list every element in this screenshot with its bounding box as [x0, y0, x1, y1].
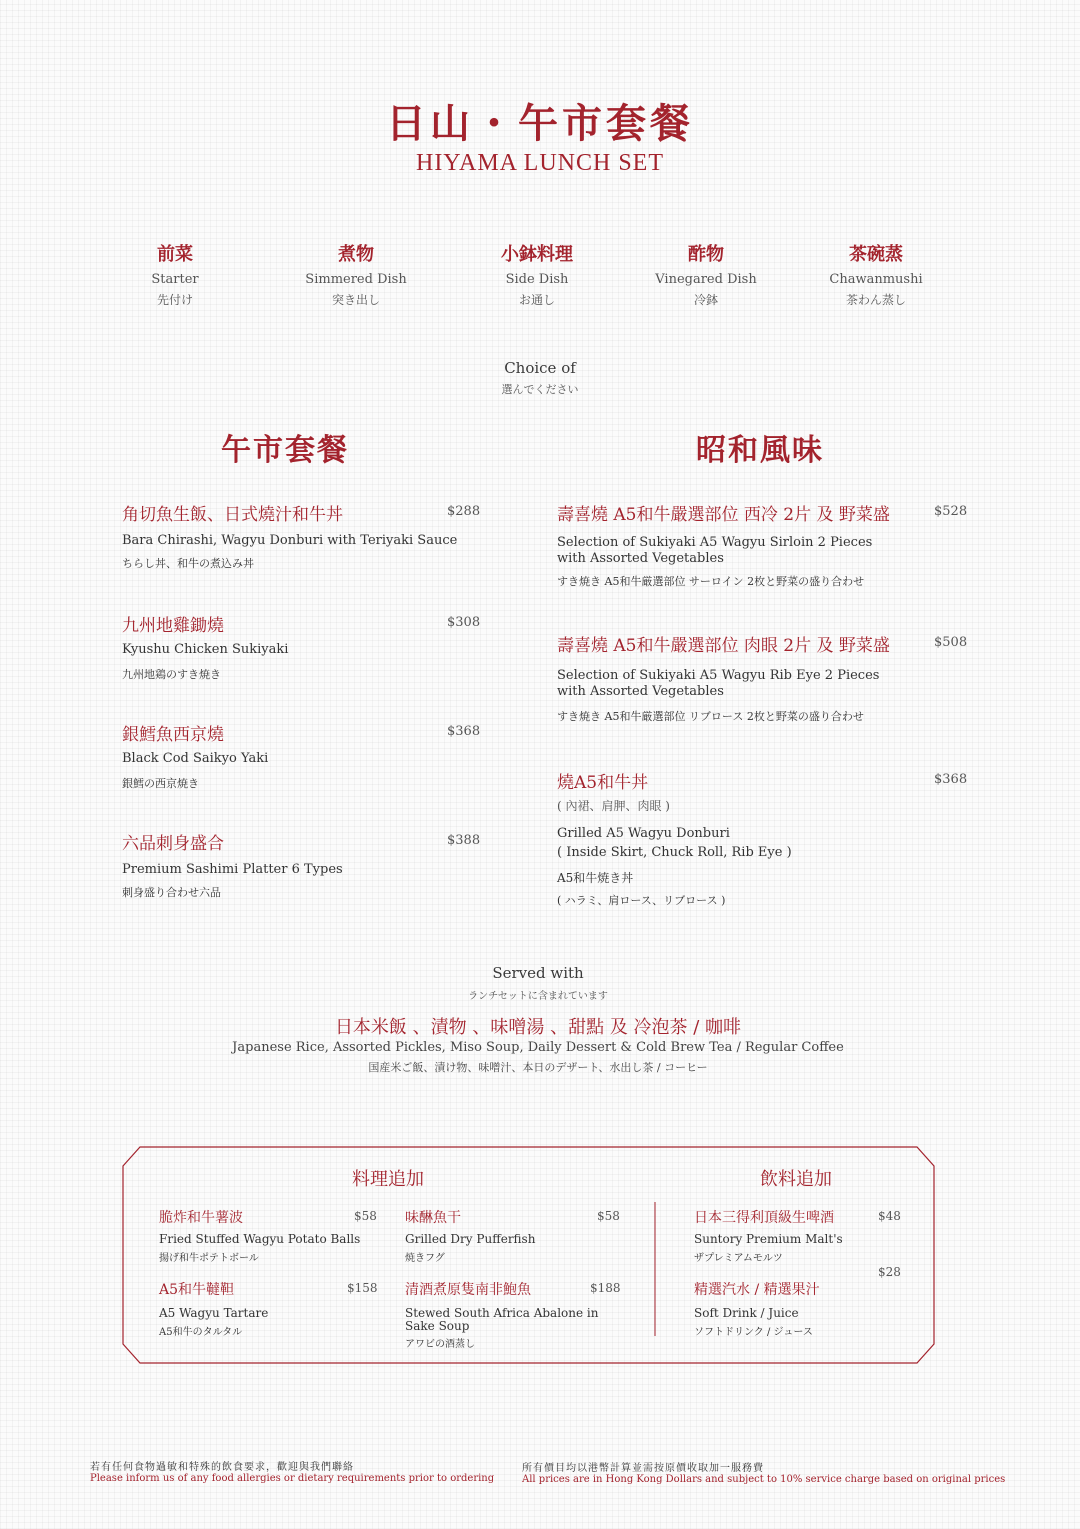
item-japanese: 銀鱈の西京焼き [122, 777, 199, 790]
item-name: 燒A5和牛丼 [557, 773, 649, 793]
drink-addon-heading: 飲料追加 [760, 1169, 832, 1190]
item-name: 味醂魚干 [405, 1210, 461, 1226]
item-japanese: すき焼き A5和牛厳選部位 リブロース 2枚と野菜の盛り合わせ [557, 710, 864, 723]
item-price: $288 [447, 504, 481, 519]
food-addon-heading: 料理追加 [352, 1169, 424, 1190]
course-japanese: お通し [518, 293, 555, 307]
item-name: 壽喜燒 A5和牛嚴選部位 西冷 2片 及 野菜盛 [557, 505, 890, 525]
item-english: Fried Stuffed Wagyu Potato Balls [159, 1232, 361, 1246]
addon-drink [694, 1279, 904, 1338]
item-english: Suntory Premium Malt's [694, 1232, 843, 1246]
menu-item [557, 768, 977, 908]
item-english: Bara Chirashi, Wagyu Donburi with Teriyaki Sauce [122, 533, 458, 548]
item-price: $58 [354, 1209, 377, 1223]
menu-item [122, 611, 482, 682]
menu-item [122, 500, 482, 571]
course-english: Simmered Dish [305, 272, 407, 287]
item-english: Stewed South Africa Abalone in Sake Soup [405, 1306, 599, 1333]
item-price: $58 [597, 1209, 620, 1223]
item-price: $48 [878, 1209, 901, 1223]
course-english: Vinegared Dish [655, 272, 757, 287]
item-name: A5和牛韃靼 [159, 1282, 235, 1298]
item-english: Soft Drink / Juice [694, 1306, 799, 1320]
item-english: Selection of Sukiyaki A5 Wagyu Sirloin 2 Pieces with Assorted Vegetables [557, 535, 873, 566]
served-with-japanese: ランチセットに含まれています [468, 991, 608, 1002]
course-japanese: 先付け [156, 293, 193, 307]
menu-item [122, 829, 482, 900]
item-japanese: アワビの酒蒸し [405, 1339, 475, 1350]
page-title-chinese: 日山・午市套餐 [386, 100, 694, 147]
course-english: Starter [151, 272, 199, 287]
item-name: 九州地雞鋤燒 [122, 616, 224, 636]
served-with-label: Served with [492, 964, 584, 982]
item-english: Grilled A5 Wagyu Donburi [557, 826, 730, 841]
item-japanese: 九州地鶏のすき焼き [122, 668, 221, 681]
showa-flavor-heading: 昭和風味 [696, 433, 824, 468]
addon-item [159, 1279, 379, 1338]
course-english: Chawanmushi [829, 272, 923, 287]
item-english: Black Cod Saikyo Yaki [122, 751, 269, 766]
item-english: Kyushu Chicken Sukiyaki [122, 642, 289, 657]
course-name: 茶碗蒸 [849, 244, 903, 265]
item-name: 清酒煮原隻南非鮑魚 [405, 1282, 531, 1298]
item-name: 精選汽水 / 精選果汁 [694, 1282, 820, 1298]
course-japanese: 茶わん蒸し [845, 293, 906, 307]
served-items-japanese: 国産米ご飯、漬け物、味噌汁、本日のデザート、水出し茶 / コーヒー [368, 1061, 708, 1074]
item-japanese: ちらし丼、和牛の煮込み丼 [122, 557, 254, 570]
item-japanese: ソフトドリンク / ジュース [694, 1327, 813, 1338]
item-price: $508 [934, 635, 968, 650]
item-name: 銀鱈魚西京燒 [122, 725, 224, 745]
course-english: Side Dish [505, 272, 569, 287]
item-price: $528 [934, 504, 968, 519]
addon-drink [694, 1207, 904, 1264]
item-price: $158 [347, 1281, 378, 1295]
addon-item [405, 1279, 625, 1350]
item-english: A5 Wagyu Tartare [159, 1306, 269, 1320]
item-name: 脆炸和牛薯波 [159, 1210, 243, 1226]
allergy-notice-chinese: 若有任何食物過敏和特殊的飲食要求，歡迎與我們聯絡 [90, 1462, 354, 1473]
choice-label-japanese: 選んでください [501, 383, 579, 396]
served-items-english: Japanese Rice, Assorted Pickles, Miso Soup, Daily Dessert & Cold Brew Tea / Regular Coffee [232, 1040, 844, 1055]
course-name: 前菜 [157, 244, 193, 265]
course-chawanmushi [776, 240, 976, 308]
course-name: 煮物 [338, 244, 374, 265]
item-english: Grilled Dry Pufferfish [405, 1232, 536, 1246]
item-english: Selection of Sukiyaki A5 Wagyu Rib Eye 2 Pieces with Assorted Vegetables [557, 668, 880, 699]
item-price: $188 [590, 1281, 621, 1295]
item-cuts: ( 內裙、肩胛、肉眼 ) [557, 799, 670, 813]
item-japanese: A5和牛焼き丼 [557, 871, 634, 885]
item-japanese-cuts: ( ハラミ、肩ロース、リブロース ) [557, 894, 726, 907]
lunch-set-heading: 午市套餐 [221, 433, 349, 468]
course-name: 酢物 [688, 244, 724, 265]
course-starter [75, 240, 275, 308]
item-price: $368 [447, 724, 481, 739]
item-price: $368 [934, 772, 968, 787]
item-english: Premium Sashimi Platter 6 Types [122, 862, 343, 877]
course-japanese: 冷鉢 [693, 293, 718, 307]
item-japanese: ザプレミアムモルツ [694, 1253, 783, 1264]
menu-item [557, 631, 977, 724]
page-title-english: HIYAMA LUNCH SET [415, 150, 664, 176]
price-notice-chinese: 所有價目均以港幣計算並需按原價收取加一服務費 [522, 1463, 764, 1474]
item-japanese: すき焼き A5和牛厳選部位 サーロイン 2枚と野菜の盛り合わせ [557, 575, 865, 588]
item-japanese: 刺身盛り合わせ六品 [122, 886, 221, 899]
item-english-cuts: ( Inside Skirt, Chuck Roll, Rib Eye ) [557, 845, 792, 860]
item-name: 角切魚生飯、日式燒汁和牛丼 [122, 505, 343, 525]
item-name: 日本三得利頂級生啤酒 [694, 1210, 834, 1226]
price-notice-english: All prices are in Hong Kong Dollars and subject to 10% service charge based on original prices [522, 1474, 1006, 1485]
allergy-notice-english: Please inform us of any food allergies or dietary requirements prior to ordering [90, 1473, 495, 1484]
drink-price: $28 [878, 1265, 901, 1279]
menu-item [122, 720, 482, 791]
course-name: 小鉢料理 [501, 244, 573, 265]
addon-item [405, 1207, 625, 1264]
item-name: 壽喜燒 A5和牛嚴選部位 肉眼 2片 及 野菜盛 [557, 636, 890, 656]
item-japanese: 揚げ和牛ポテトボール [159, 1253, 259, 1264]
addon-item [159, 1207, 379, 1264]
choice-label: Choice of [504, 359, 576, 377]
served-items-chinese: 日本米飯 、漬物 、味噌湯 、甜點 及 冷泡茶 / 咖啡 [334, 1017, 742, 1038]
course-simmered-dish [256, 240, 456, 308]
item-japanese: 焼きフグ [405, 1253, 445, 1264]
menu-item [557, 500, 977, 589]
item-price: $388 [447, 833, 481, 848]
course-japanese: 突き出し [331, 293, 380, 307]
item-name: 六品刺身盛合 [122, 834, 224, 854]
item-japanese: A5和牛のタルタル [159, 1327, 243, 1338]
item-price: $308 [447, 615, 481, 630]
